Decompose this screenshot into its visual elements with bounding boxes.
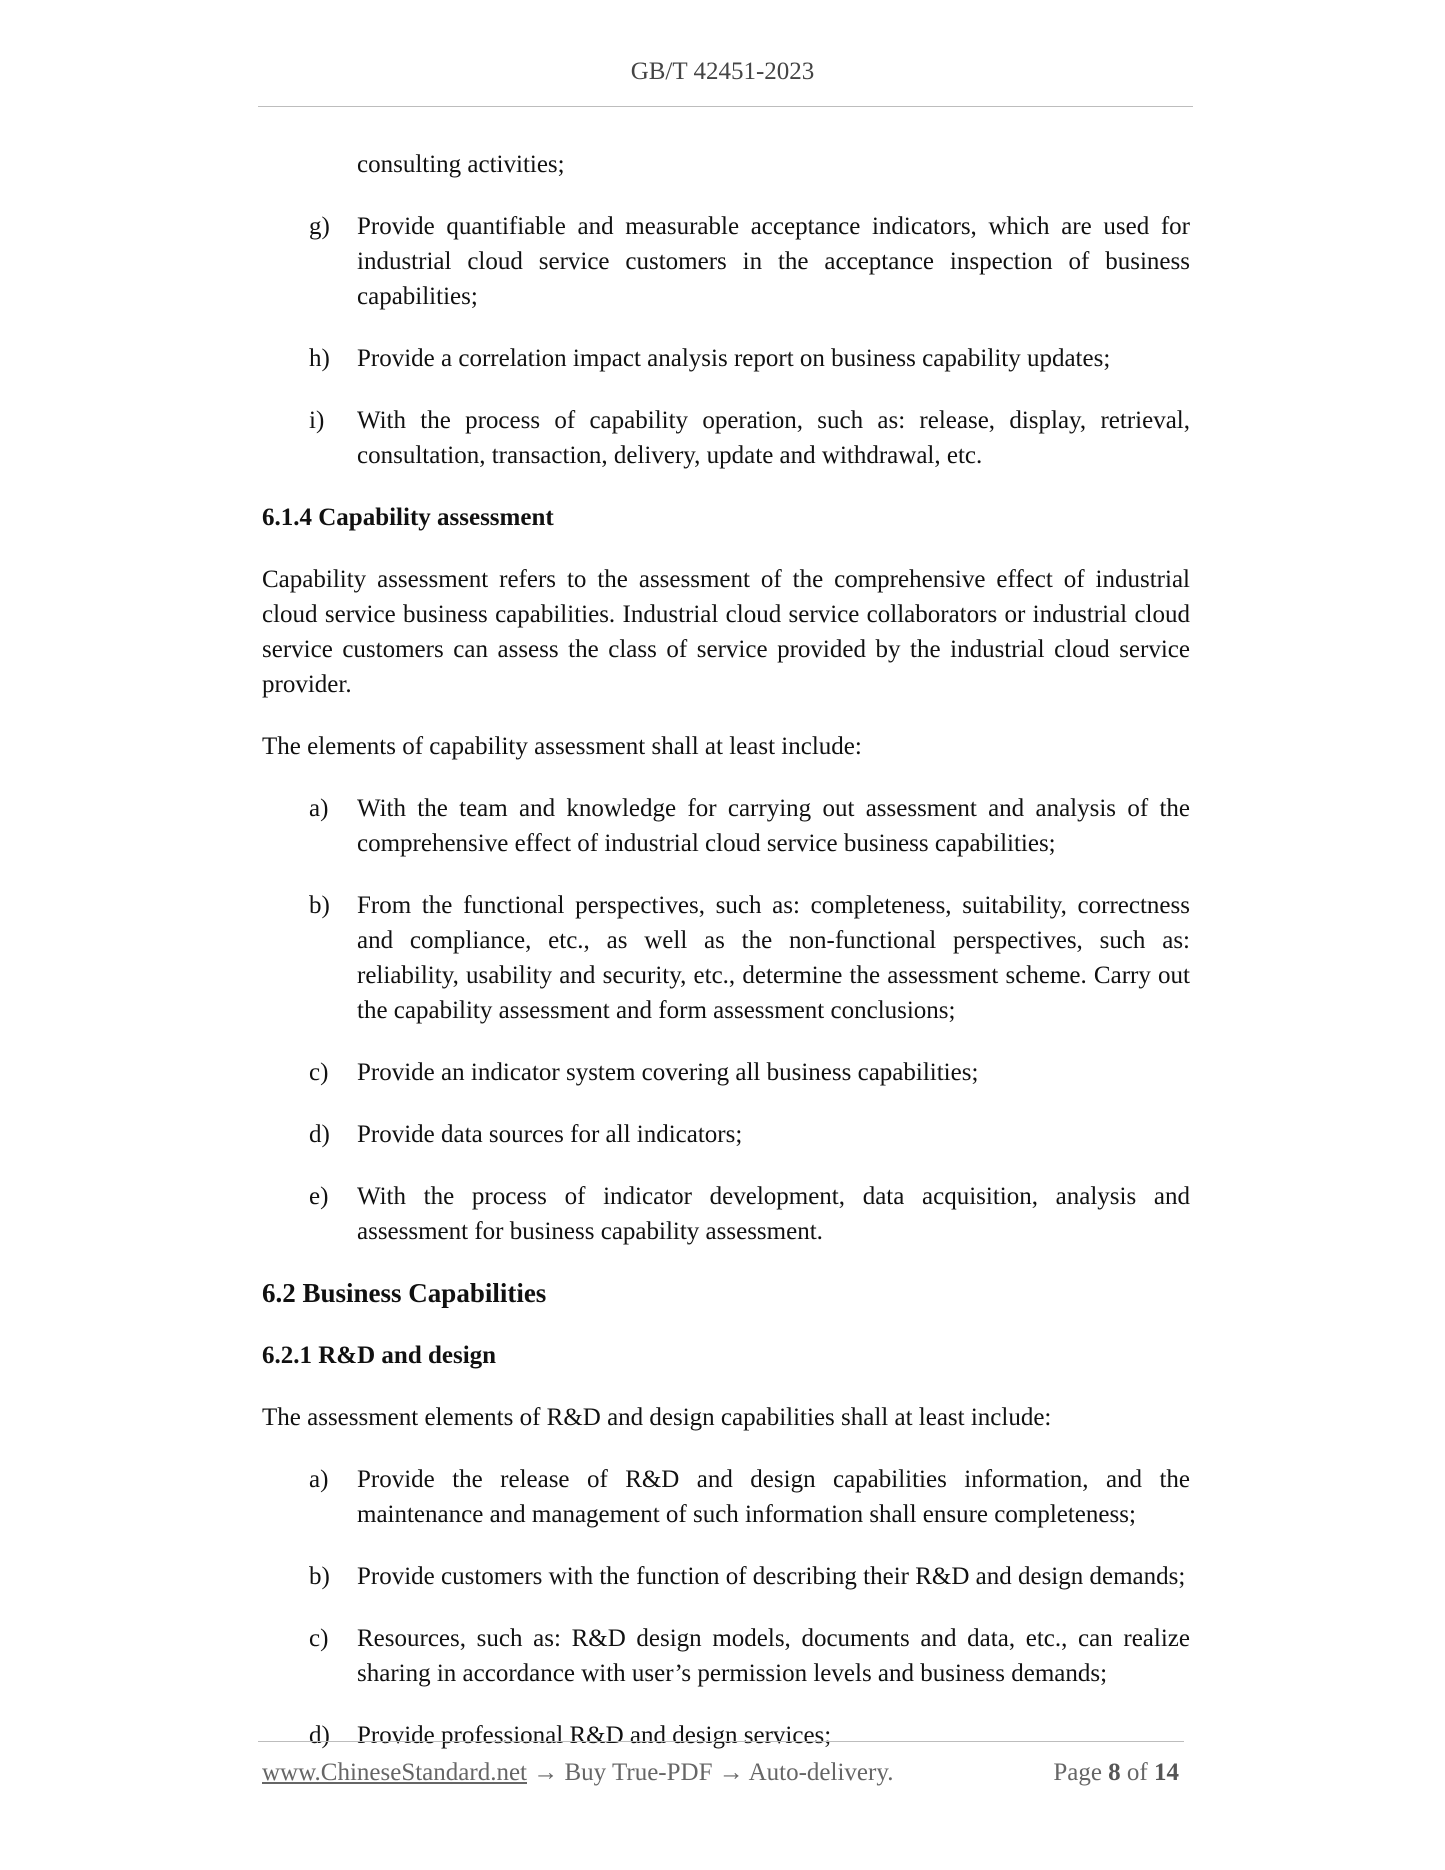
list-letter: i) [309,407,325,434]
list-text: Resources, such as: R&D design models, documents and data, etc., can realize sharing in accordance with user’s permission levels and business demands; [357,1625,1190,1687]
list-item [262,1621,1190,1691]
list-item [262,1559,1190,1594]
paragraph: The elements of capability assessment shall at least include: [262,733,862,760]
list-letter: d) [309,1121,330,1148]
list-item [262,888,1190,1028]
list-item [262,1055,1190,1090]
list-item [262,403,1190,473]
section-heading-6-1-4: 6.1.4 Capability assessment [262,504,554,531]
arrow-icon: → [718,1759,744,1786]
list-letter: e) [309,1183,329,1210]
page-label: Page [1053,1759,1102,1786]
section-heading-6-2-1: 6.2.1 R&D and design [262,1342,497,1369]
page-total: 14 [1154,1759,1179,1786]
list-text: Provide professional R&D and design services; [357,1722,832,1749]
list-text: From the functional perspectives, such as: completeness, suitability, correctness and compliance, etc., as well as the non-functional perspectives, such as: reliability, usability and security, etc., determine the assessment scheme. Carry out the capability assessment and form assessment conclusions; [357,892,1190,1024]
list-letter: a) [309,1466,329,1493]
continuation-text: consulting activities; [357,151,565,178]
list-text: Provide data sources for all indicators; [357,1121,743,1148]
of-label: of [1126,1759,1148,1786]
list-letter: c) [309,1625,329,1652]
list-item [262,1718,1190,1753]
list-letter: b) [309,892,330,919]
auto-delivery-text: Auto-delivery. [748,1759,894,1786]
arrow-icon: → [533,1759,559,1786]
list-letter: b) [309,1563,330,1590]
footer-promo [262,1759,893,1787]
list-item [262,341,1190,376]
list-text: With the process of indicator development, data acquisition, analysis and assessment for business capability assessment. [357,1183,1190,1245]
section-heading-6-2: 6.2 Business Capabilities [262,1278,547,1308]
paragraph: The assessment elements of R&D and design capabilities shall at least include: [262,1404,1052,1431]
list-letter: h) [309,345,330,372]
list-letter: a) [309,795,329,822]
list-item [262,1462,1190,1532]
list-text: Provide the release of R&D and design capabilities information, and the maintenance and management of such information shall ensure completeness; [357,1466,1190,1528]
page-indicator [1053,1759,1179,1787]
buy-pdf-text: Buy True-PDF [564,1759,713,1786]
website-link[interactable]: www.ChineseStandard.net [262,1759,527,1786]
list-text: Provide a correlation impact analysis report on business capability updates; [357,345,1111,372]
list-item [262,209,1190,314]
page-header: GB/T 42451-2023 [630,58,815,85]
list-text: With the team and knowledge for carrying out assessment and analysis of the comprehensive effect of industrial cloud service business capabilities; [357,795,1190,857]
page-number: 8 [1108,1759,1121,1786]
paragraph: Capability assessment refers to the assessment of the comprehensive effect of industrial cloud service business capabilities. Industrial cloud service collaborators or industrial cloud service customers can assess the class of service provided by the industrial cloud service provider. [262,566,1190,698]
list-item [262,1117,1190,1152]
list-text: Provide quantifiable and measurable acceptance indicators, which are used for industrial cloud service customers in the acceptance inspection of business capabilities; [357,213,1190,310]
list-letter: c) [309,1059,329,1086]
list-item [262,1179,1190,1249]
list-text: Provide an indicator system covering all business capabilities; [357,1059,979,1086]
footer-divider [258,1741,1184,1742]
list-item [262,791,1190,861]
header-divider [258,106,1193,107]
document-body [262,147,1190,1780]
list-text: Provide customers with the function of describing their R&D and design demands; [357,1563,1186,1590]
list-letter: g) [309,213,330,240]
list-text: With the process of capability operation, such as: release, display, retrieval, consultation, transaction, delivery, update and withdrawal, etc. [357,407,1190,469]
list-letter: d) [309,1722,330,1749]
